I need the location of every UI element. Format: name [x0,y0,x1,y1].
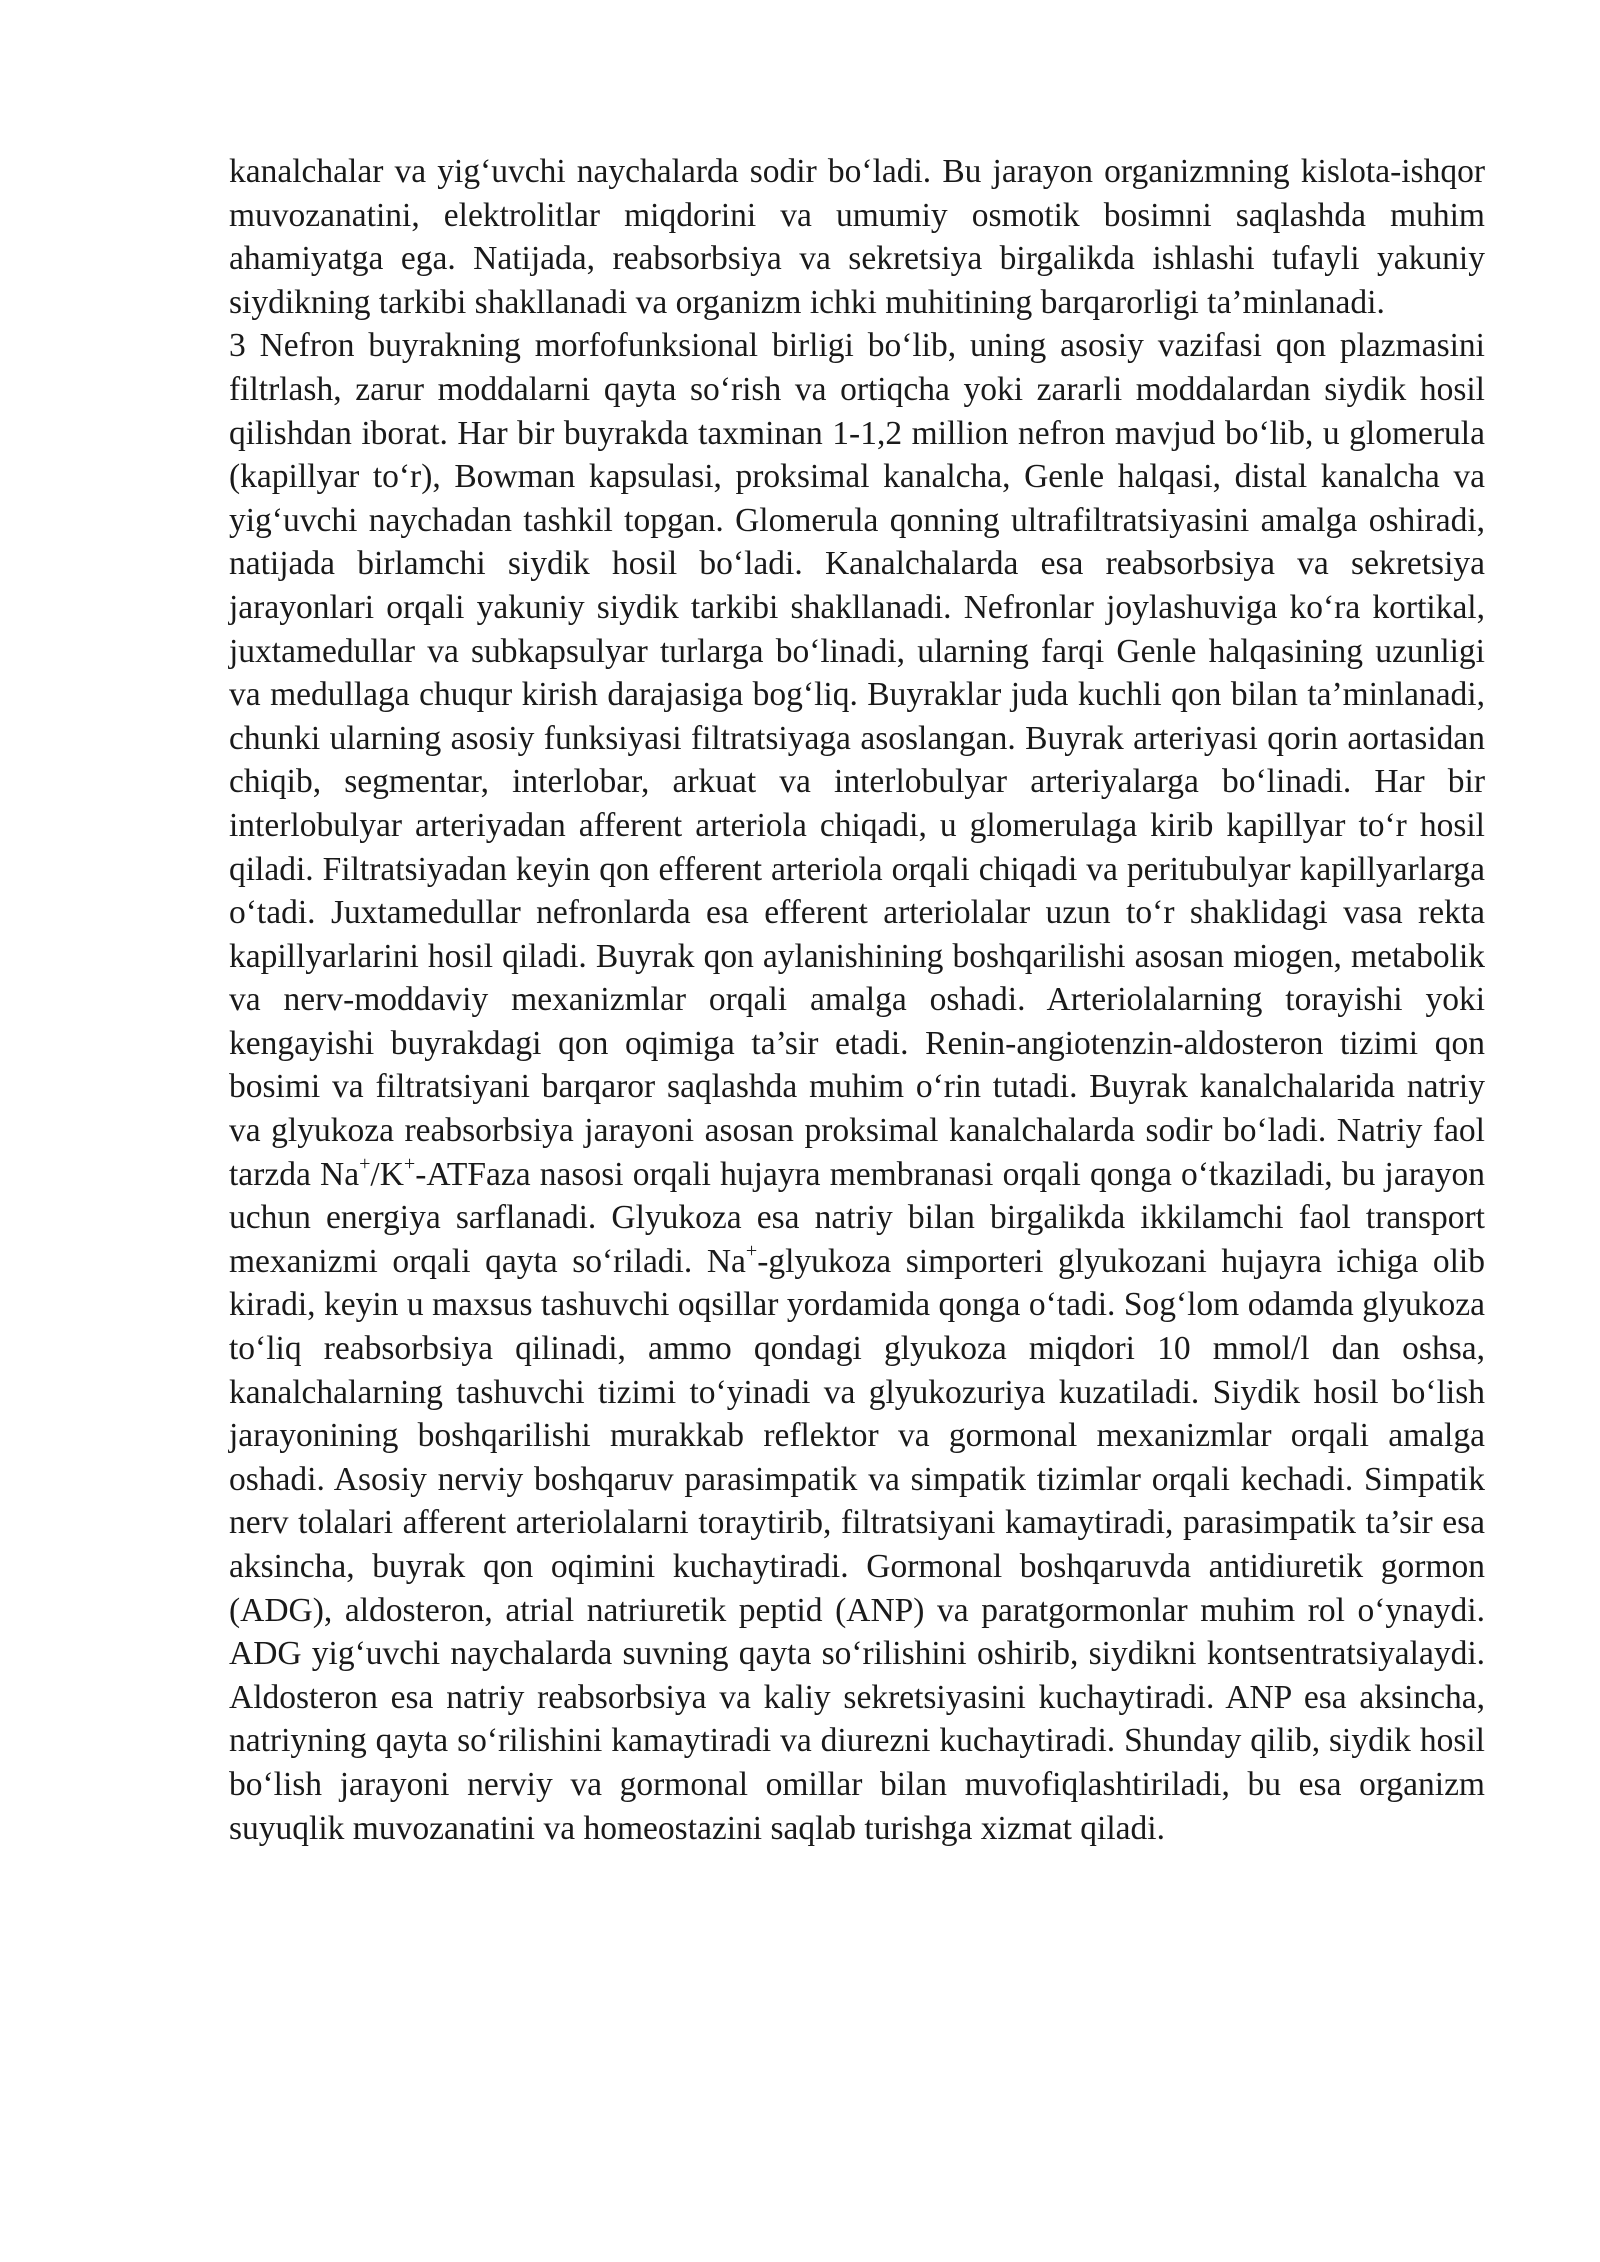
text-segment: -ATFaza nasosi orqali hujayra membranasi orqali qonga o‘tkaziladi, bu jarayon uchun energiya sarflanadi. Glyukoza esa natriy bilan birgalikda ikkilamchi faol transport mexanizmi orqali qayta so‘riladi. Na [229,1155,1485,1280]
document-page [229,150,1485,1850]
superscript-plus: + [359,1152,371,1175]
superscript-plus: + [403,1152,416,1175]
paragraph-continuation: kanalchalar va yig‘uvchi naychalarda sodir bo‘ladi. Bu jarayon organizmning kislota-ishqor muvozanatini, elektrolitlar miqdorini va umumiy osmotik bosimni saqlashda muhim ahamiyatga ega. Natijada, reabsorbsiya va sekretsiya birgalikda ishlashi tufayli yakuniy siydikning tarkibi shakllanadi va organizm ichki muhitining barqarorligi ta’minlanadi. [229,153,1485,321]
text-segment: 3 Nefron buyrakning morfofunksional birligi bo‘lib, uning asosiy vazifasi qon plazmasini filtrlash, zarur moddalarni qayta so‘rish va ortiqcha yoki zararli moddalardan siydik hosil qilishdan iborat. Har bir buyrakda taxminan 1-1,2 million nefron mavjud bo‘lib, u glomerula (kapillyar to‘r), Bowman kapsulasi, proksimal kanalcha, Genle halqasi, distal kanalcha va yig‘uvchi naychadan tashkil topgan. Glomerula qonning ultrafiltratsiyasini amalga oshiradi, natijada birlamchi siydik hosil bo‘ladi. Kanalchalarda esa reabsorbsiya va sekretsiya jarayonlari orqali yakuniy siydik tarkibi shakllanadi. Nefronlar joylashuviga ko‘ra kortikal, juxtamedullar va subkapsulyar turlarga bo‘linadi, ularning farqi Genle halqasining uzunligi va medullaga chuqur kirish darajasiga bog‘liq. Buyraklar juda kuchli qon bilan ta’minlanadi, chunki ularning asosiy funksiyasi filtratsiyaga asoslangan. Buyrak arteriyasi qorin aortasidan chiqib, segmentar, interlobar, arkuat va interlobulyar arteriyalarga bo‘linadi. Har bir interlobulyar arteriyadan afferent arteriola chiqadi, u glomerulaga kirib kapillyar to‘r hosil qiladi. Filtratsiyadan keyin qon efferent arteriola orqali chiqadi va peritubulyar kapillyarlarga o‘tadi. Juxtamedullar nefronlarda esa efferent arteriolalar uzun to‘r shaklidagi vasa rekta kapillyarlarini hosil qiladi. Buyrak qon aylanishining boshqarilishi asosan miogen, metabolik va nerv-moddaviy mexanizmlar orqali amalga oshadi. Arteriolalarning torayishi yoki kengayishi buyrakdagi qon oqimiga ta’sir etadi. Renin-angiotenzin-aldosteron tizimi qon bosimi va filtratsiyani barqaror saqlashda muhim o‘rin tutadi. Buyrak kanalchalarida natriy va glyukoza reabsorbsiya jarayoni asosan proksimal kanalchalarda sodir bo‘ladi. Natriy faol tarzda Na [229,327,1485,1193]
text-segment: /K [370,1155,404,1193]
text-segment: -glyukoza simporteri glyukozani hujayra ichiga olib kiradi, keyin u maxsus tashuvchi oqsillar yordamida qonga o‘tadi. Sog‘lom odamda glyukoza to‘liq reabsorbsiya qilinadi, ammo qondagi glyukoza miqdori 10 mmol/l dan oshsa, kanalchalarning tashuvchi tizimi to‘yinadi va glyukozuriya kuzatiladi. Siydik hosil bo‘lish jarayonining boshqarilishi murakkab reflektor va gormonal mexanizmlar orqali amalga oshadi. Asosiy nerviy boshqaruv parasimpatik va simpatik tizimlar orqali kechadi. Simpatik nerv tolalari afferent arteriolalarni toraytirib, filtratsiyani kamaytiradi, parasimpatik ta’sir esa aksincha, buyrak qon oqimini kuchaytiradi. Gormonal boshqaruvda antidiuretik gormon (ADG), aldosteron, atrial natriuretik peptid (ANP) va paratgormonlar muhim rol o‘ynaydi. ADG yig‘uvchi naychalarda suvning qayta so‘rilishini oshirib, siydikni kontsentratsiyalaydi. Aldosteron esa natriy reabsorbsiya va kaliy sekretsiyasini kuchaytiradi. ANP esa aksincha, natriyning qayta so‘rilishini kamaytiradi va diurezni kuchaytiradi. Shunday qilib, siydik hosil bo‘lish jarayoni nerviy va gormonal omillar bilan muvofiqlashtiriladi, bu esa organizm suyuqlik muvozanatini va homeostazini saqlab turishga xizmat qiladi. [229,1242,1485,1847]
superscript-plus: + [745,1239,758,1262]
paragraph-nephron [229,324,1485,1850]
